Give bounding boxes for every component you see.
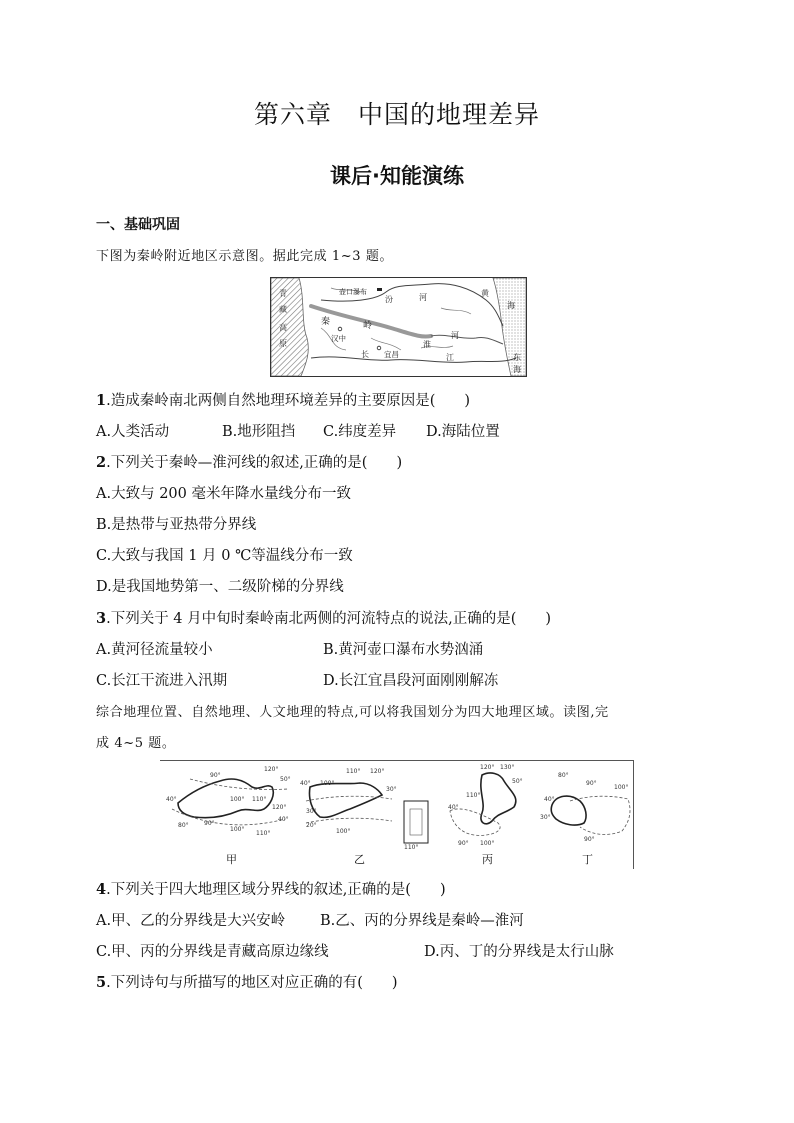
label-jia: 甲 bbox=[226, 853, 237, 866]
ding-tick-2: 90° bbox=[586, 780, 597, 787]
ding-tick-1: 80° bbox=[558, 772, 569, 779]
bing-tick-5: 40° bbox=[448, 804, 459, 811]
plateau-edge-shape bbox=[271, 278, 308, 376]
side-label-3: 高 bbox=[279, 323, 287, 332]
jia-tick-5: 100° bbox=[230, 796, 245, 803]
jia-tick-1: 90° bbox=[210, 772, 221, 779]
waterfall-marker bbox=[377, 288, 382, 291]
jia-tick-7: 40° bbox=[278, 816, 289, 823]
q1-option-c: C.纬度差异 bbox=[323, 424, 397, 440]
label-bing: 丙 bbox=[482, 853, 493, 866]
jia-tick-11: 110° bbox=[256, 830, 271, 837]
huai-river-line bbox=[431, 335, 503, 344]
bing-tick-4: 110° bbox=[466, 792, 481, 799]
question-2 bbox=[96, 451, 402, 472]
ding-tick-6: 90° bbox=[584, 836, 595, 843]
ling-label: 岭 bbox=[363, 321, 373, 331]
question-3-stem: .下列关于 4 月中旬时秦岭南北两侧的河流特点的说法,正确的是( ) bbox=[106, 611, 552, 627]
q3-option-a: A.黄河径流量较小 bbox=[96, 642, 213, 658]
side-label-2: 藏 bbox=[279, 305, 287, 314]
intro-text-1: 下图为秦岭附近地区示意图。据此完成 1~3 题。 bbox=[96, 249, 394, 264]
region-bing-outline bbox=[450, 809, 500, 835]
question-1-number: 1 bbox=[96, 392, 107, 409]
jiang-label: 江 bbox=[446, 353, 454, 362]
bing-tick-6: 90° bbox=[458, 840, 469, 847]
question-4-stem: .下列关于四大地理区域分界线的叙述,正确的是( ) bbox=[106, 882, 446, 898]
jia-tick-6: 110° bbox=[252, 796, 267, 803]
page-title: 第六章 中国的地理差异 bbox=[253, 100, 540, 129]
jia-tick-12: 120° bbox=[272, 804, 287, 811]
label-yi: 乙 bbox=[354, 853, 365, 866]
bing-tick-1: 120° bbox=[480, 764, 495, 771]
yi-tick-1: 110° bbox=[346, 768, 361, 775]
hukou-label: 壶口瀑布 bbox=[339, 288, 367, 296]
question-4 bbox=[96, 878, 446, 899]
q4-option-d: D.丙、丁的分界线是太行山脉 bbox=[424, 944, 614, 960]
yi-tick-3: 30° bbox=[386, 786, 397, 793]
q1-option-d: D.海陆位置 bbox=[426, 424, 500, 440]
question-1 bbox=[96, 389, 470, 410]
question-3 bbox=[96, 607, 551, 628]
q4-option-b: B.乙、丙的分界线是秦岭—淮河 bbox=[320, 913, 524, 929]
region-ding-shape bbox=[551, 796, 586, 825]
bing-tick-3: 50° bbox=[512, 778, 523, 785]
q3-option-c: C.长江干流进入汛期 bbox=[96, 673, 228, 689]
intro-text-2-line-2: 成 4~5 题。 bbox=[96, 736, 176, 751]
jia-tick-9: 90° bbox=[204, 820, 215, 827]
chang-label: 长 bbox=[361, 350, 369, 359]
yichang-dot bbox=[377, 346, 381, 350]
q4-option-a: A.甲、乙的分界线是大兴安岭 bbox=[96, 913, 286, 929]
question-5-number: 5 bbox=[96, 974, 107, 991]
question-5 bbox=[96, 971, 398, 992]
q2-option-c: C.大致与我国 1 月 0 ℃等温线分布一致 bbox=[96, 548, 353, 564]
side-label-4: 原 bbox=[279, 339, 287, 348]
side-label-1: 青 bbox=[279, 289, 287, 298]
yi-inset-box bbox=[404, 801, 428, 843]
map-jia bbox=[166, 766, 291, 837]
yi-inset-inner bbox=[410, 809, 422, 835]
he2-label: 河 bbox=[451, 331, 459, 340]
yi-tick-6: 20° bbox=[306, 822, 317, 829]
jia-tick-2: 120° bbox=[264, 766, 279, 773]
q4-option-c: C.甲、丙的分界线是青藏高原边缘线 bbox=[96, 944, 329, 960]
region-ding-outline bbox=[570, 796, 630, 834]
question-5-stem: .下列诗句与所描写的地区对应正确的有( ) bbox=[106, 975, 398, 991]
intro-text-2-line-1: 综合地理位置、自然地理、人文地理的特点,可以将我国划分为四大地理区域。读图,完 bbox=[96, 705, 609, 720]
ding-tick-4: 40° bbox=[544, 796, 555, 803]
qin-label: 秦 bbox=[321, 317, 331, 327]
four-regions-maps bbox=[160, 761, 633, 869]
q2-option-a: A.大致与 200 毫米年降水量线分布一致 bbox=[96, 486, 351, 502]
q1-option-b: B.地形阻挡 bbox=[222, 424, 296, 440]
yi-tick-5: 100° bbox=[320, 780, 335, 787]
he-label: 河 bbox=[419, 293, 427, 302]
question-3-number: 3 bbox=[96, 610, 107, 627]
question-1-stem: .造成秦岭南北两侧自然地理环境差异的主要原因是( ) bbox=[106, 393, 471, 409]
yi-tick-7: 30° bbox=[306, 808, 317, 815]
ding-tick-3: 100° bbox=[614, 784, 629, 791]
q3-option-d: D.长江宜昌段河面刚刚解冻 bbox=[323, 673, 499, 689]
bing-tick-7: 100° bbox=[480, 840, 495, 847]
jia-tick-8: 80° bbox=[178, 822, 189, 829]
yangtze-river-line bbox=[311, 357, 516, 363]
huai-label: 淮 bbox=[423, 340, 431, 349]
hanzhong-dot bbox=[338, 327, 342, 331]
yi-tick-9: 110° bbox=[404, 844, 419, 851]
huanghai-label-1: 黄 bbox=[481, 289, 489, 298]
question-2-number: 2 bbox=[96, 454, 107, 471]
q2-option-d: D.是我国地势第一、二级阶梯的分界线 bbox=[96, 579, 344, 595]
yichang-label: 宜昌 bbox=[384, 350, 399, 359]
yi-tick-4: 40° bbox=[300, 780, 311, 787]
question-2-stem: .下列关于秦岭—淮河线的叙述,正确的是( ) bbox=[106, 455, 403, 471]
section-heading: 一、基础巩固 bbox=[96, 217, 180, 233]
donghai-label-1: 东 bbox=[513, 353, 521, 362]
map-bing bbox=[448, 764, 523, 847]
fen-label: 汾 bbox=[385, 295, 393, 304]
jia-tick-4: 40° bbox=[166, 796, 177, 803]
region-bing-shape bbox=[481, 773, 516, 824]
qinling-map-figure bbox=[271, 278, 526, 376]
map-ding bbox=[540, 772, 630, 843]
page-subtitle: 课后·知能演练 bbox=[330, 164, 464, 188]
q2-option-b: B.是热带与亚热带分界线 bbox=[96, 517, 257, 533]
bing-tick-2: 130° bbox=[500, 764, 515, 771]
q3-option-b: B.黄河壶口瀑布水势汹涌 bbox=[323, 642, 484, 658]
label-ding: 丁 bbox=[582, 853, 593, 866]
four-regions-figure bbox=[160, 760, 634, 869]
question-4-number: 4 bbox=[96, 881, 107, 898]
region-yi-shape bbox=[309, 783, 382, 817]
q1-option-a: A.人类活动 bbox=[96, 424, 170, 440]
qinling-map bbox=[270, 277, 527, 377]
huanghai-label-2: 海 bbox=[507, 301, 515, 310]
donghai-label-2: 海 bbox=[513, 365, 521, 374]
map-yi bbox=[300, 768, 428, 851]
yi-tick-2: 120° bbox=[370, 768, 385, 775]
yi-tick-8: 100° bbox=[336, 828, 351, 835]
hanzhong-label: 汉中 bbox=[331, 334, 346, 343]
jia-tick-3: 50° bbox=[280, 776, 291, 783]
ding-tick-5: 30° bbox=[540, 814, 551, 821]
jia-tick-10: 100° bbox=[230, 826, 245, 833]
